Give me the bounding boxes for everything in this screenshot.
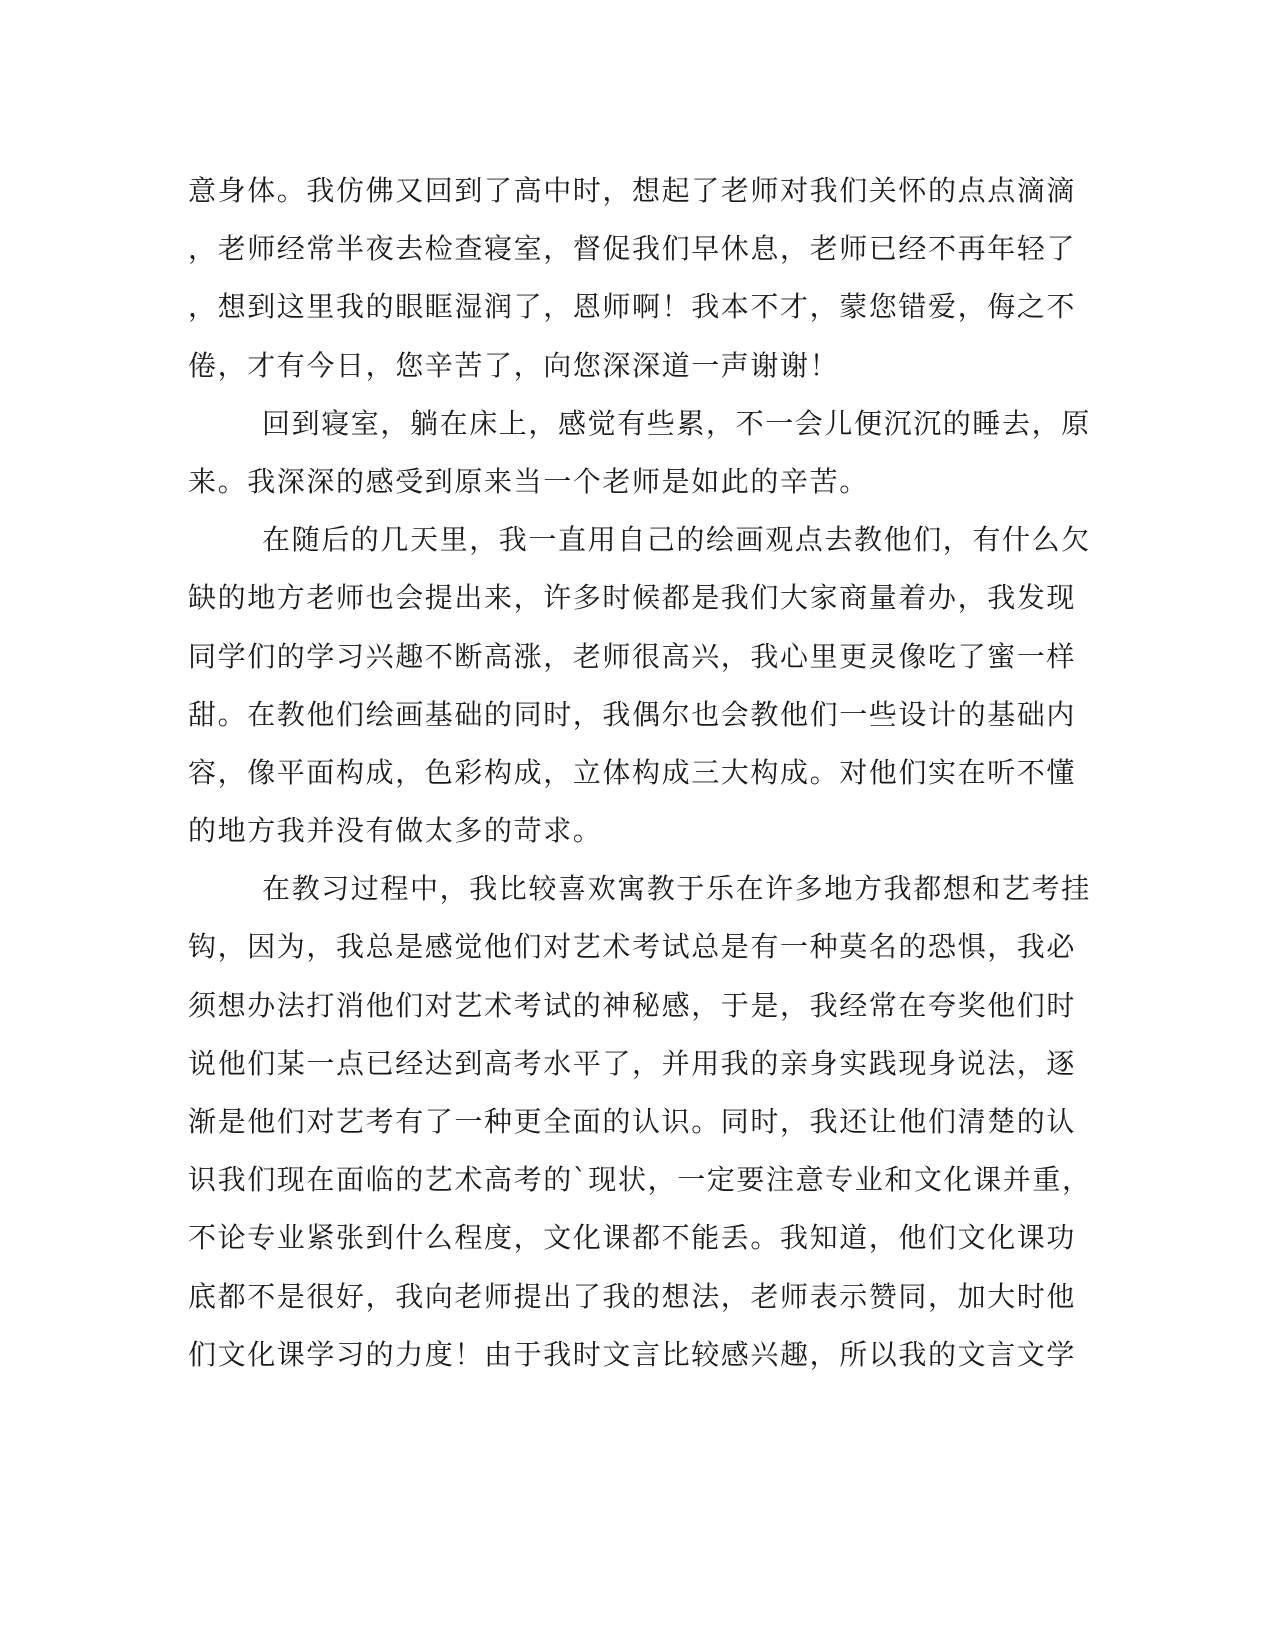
text-line: 缺的地方老师也会提出来，许多时候都是我们大家商量着办，我发现 — [188, 581, 1077, 615]
text-line: 的地方我并没有做太多的苛求。 — [188, 814, 603, 848]
text-line: 倦，才有今日，您辛苦了，向您深深道一声谢谢！ — [188, 348, 840, 382]
text-line: 说他们某一点已经达到高考水平了，并用我的亲身实践现身说法，逐 — [188, 1046, 1077, 1080]
paragraph-first-line: 回到寝室，躺在床上，感觉有些累，不一会儿便沉沉的睡去，原 — [262, 406, 1091, 440]
text-line: 意身体。我仿佛又回到了高中时，想起了老师对我们关怀的点点滴滴 — [188, 174, 1077, 207]
body-text — [188, 162, 1092, 1384]
text-line: 同学们的学习兴趣不断高涨，老师很高兴，我心里更灵像吃了蜜一样 — [188, 639, 1077, 673]
text-line: ，想到这里我的眼眶湿润了，恩师啊！我本不才，蒙您错爱，侮之不 — [188, 290, 1077, 324]
text-line: 甜。在教他们绘画基础的同时，我偶尔也会教他们一些设计的基础内 — [188, 697, 1077, 731]
text-line: 须想办法打消他们对艺术考试的神秘感，于是，我经常在夸奖他们时 — [188, 988, 1077, 1022]
text-line: 钩，因为，我总是感觉他们对艺术考试总是有一种莫名的恐惧，我必 — [188, 930, 1077, 964]
text-line: 识我们现在面临的艺术高考的`现状，一定要注意专业和文化课并重， — [188, 1163, 1092, 1197]
paragraph-first-line: 在教习过程中，我比较喜欢寓教于乐在许多地方我都想和艺考挂 — [262, 872, 1091, 906]
text-line: 渐是他们对艺考有了一种更全面的认识。同时，我还让他们清楚的认 — [188, 1105, 1077, 1138]
text-line: 容，像平面构成，色彩构成，立体构成三大构成。对他们实在听不懂 — [188, 755, 1077, 789]
text-line: 来。我深深的感受到原来当一个老师是如此的辛苦。 — [188, 464, 869, 498]
paragraph-first-line: 在随后的几天里，我一直用自己的绘画观点去教他们，有什么欠 — [262, 523, 1091, 557]
text-line: 底都不是很好，我向老师提出了我的想法，老师表示赞同，加大时他 — [188, 1279, 1077, 1313]
text-line: 们文化课学习的力度！由于我时文言比较感兴趣，所以我的文言文学 — [188, 1337, 1077, 1371]
text-line: ，老师经常半夜去检查寝室，督促我们早休息，老师已经不再年轻了 — [188, 232, 1077, 266]
text-line: 不论专业紧张到什么程度，文化课都不能丢。我知道，他们文化课功 — [188, 1221, 1077, 1255]
